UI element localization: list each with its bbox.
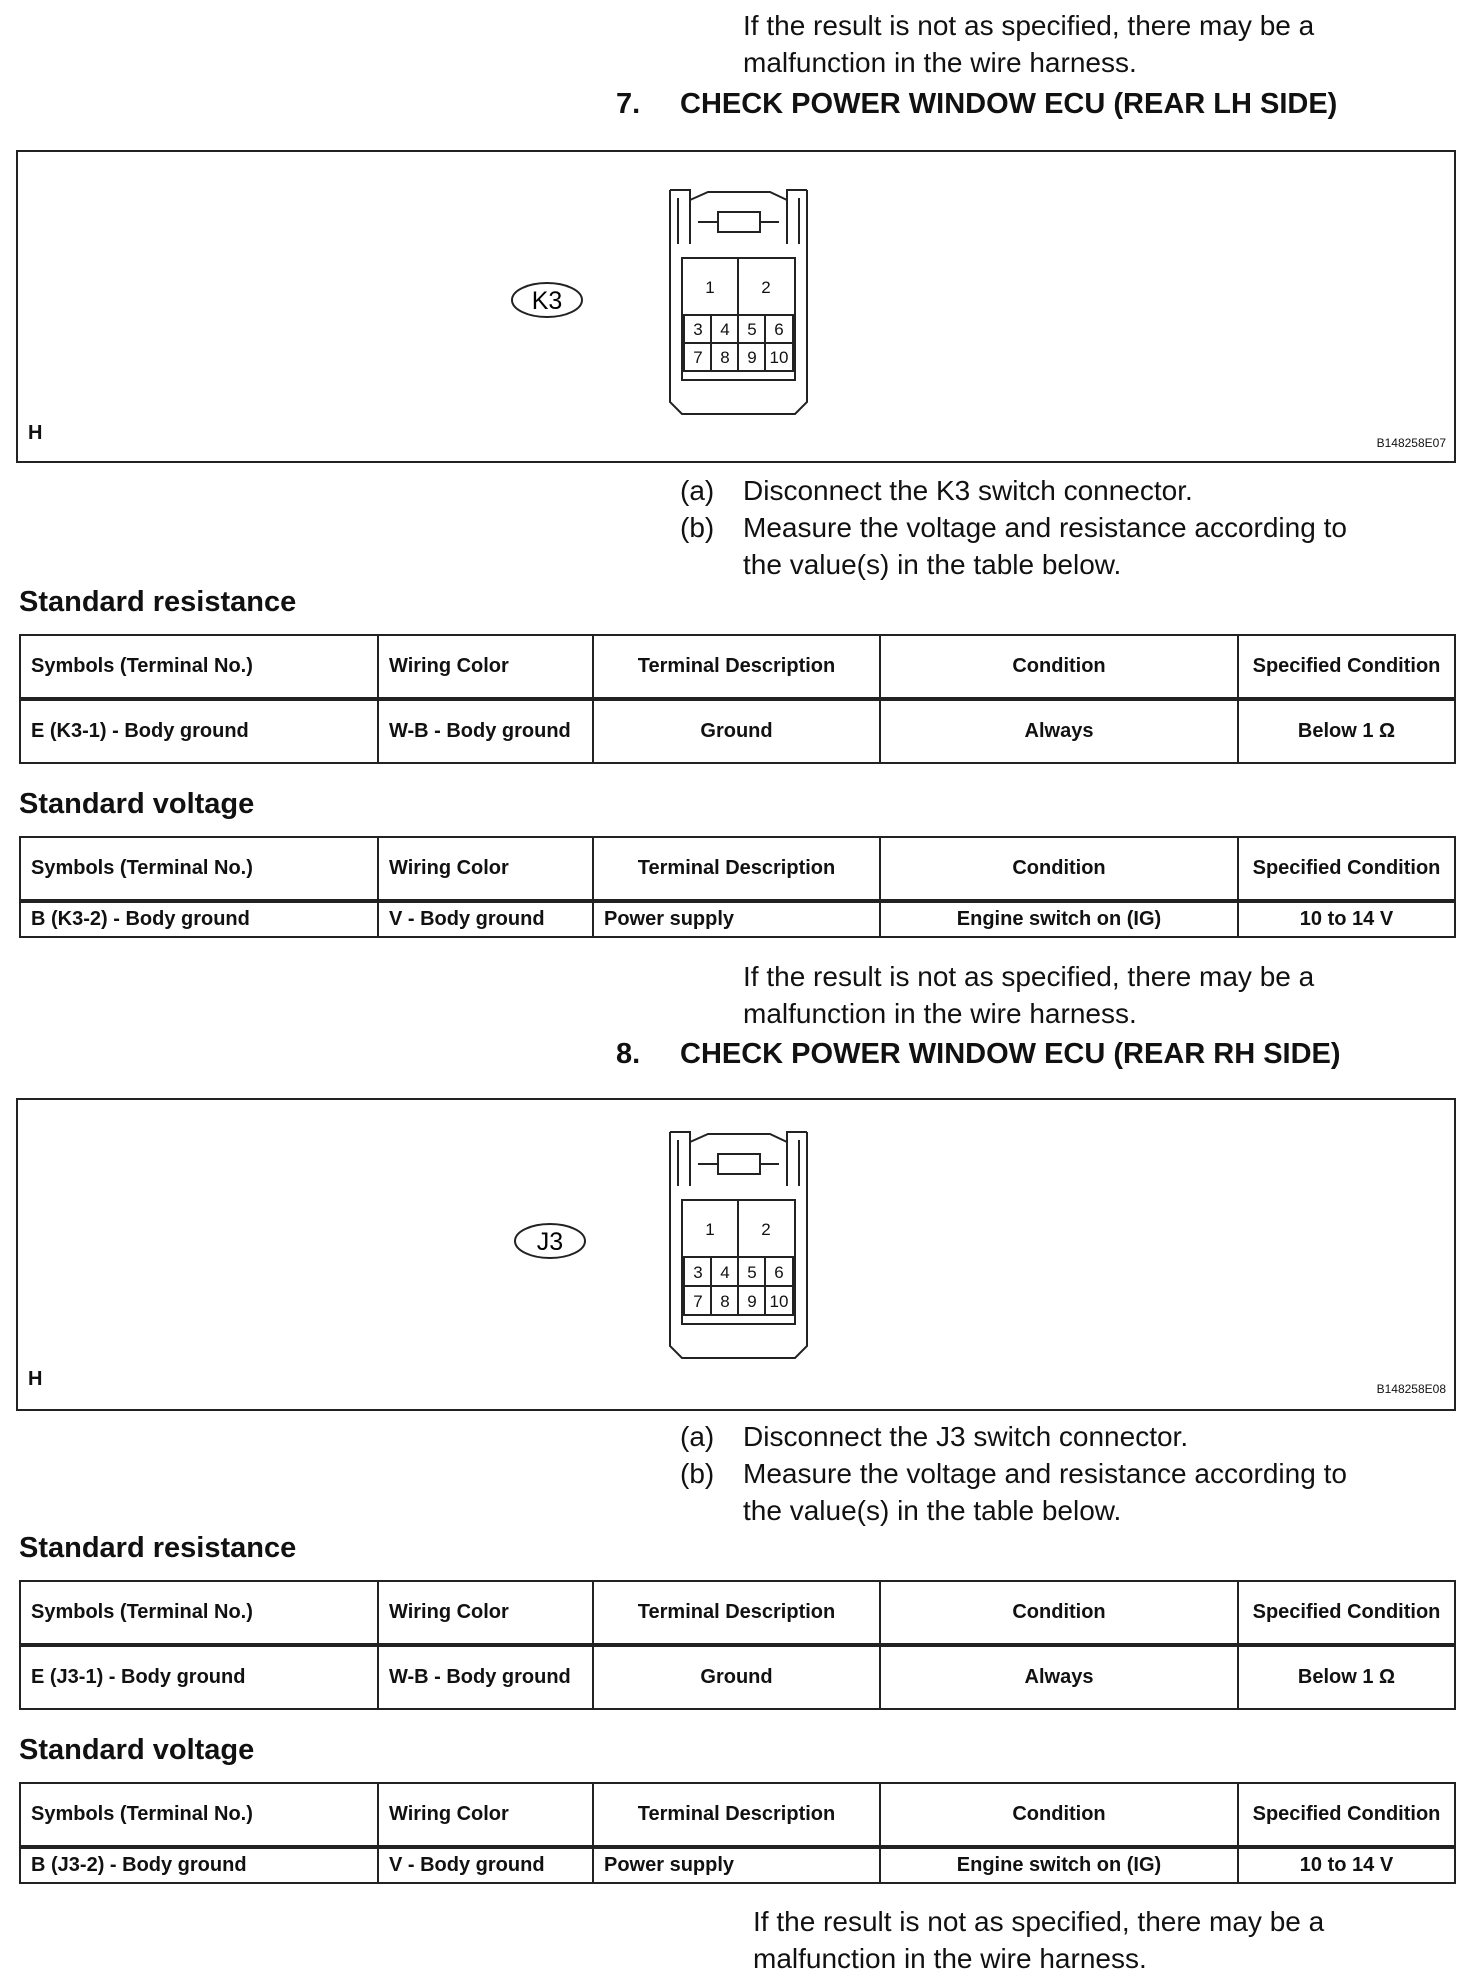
table-row bbox=[20, 1847, 1455, 1883]
table-cell: B (J3-2) - Body ground bbox=[20, 1847, 378, 1883]
section-7-number: 7. bbox=[616, 88, 641, 120]
note-line: malfunction in the wire harness. bbox=[743, 47, 1137, 78]
table-cell: Below 1 Ω bbox=[1238, 699, 1455, 763]
table-header: Condition bbox=[880, 837, 1238, 901]
table-cell: Always bbox=[880, 699, 1238, 763]
pin-number: 1 bbox=[705, 278, 715, 297]
table-cell: Below 1 Ω bbox=[1238, 1645, 1455, 1709]
step-text: the value(s) in the table below. bbox=[743, 1495, 1122, 1526]
standard-resistance-table bbox=[19, 1580, 1456, 1710]
table-header: Terminal Description bbox=[593, 635, 880, 699]
table-cell: W-B - Body ground bbox=[378, 699, 593, 763]
table-cell: 10 to 14 V bbox=[1238, 1847, 1455, 1883]
table-header: Wiring Color bbox=[378, 635, 593, 699]
result-note bbox=[753, 1903, 1324, 1977]
table-cell: Engine switch on (IG) bbox=[880, 901, 1238, 937]
pin-number: 8 bbox=[720, 1292, 730, 1311]
pin-number: 7 bbox=[693, 1292, 703, 1311]
pin-number: 9 bbox=[747, 1292, 757, 1311]
pin-number: 4 bbox=[720, 320, 730, 339]
table-header-row bbox=[20, 1783, 1455, 1847]
connector-label-text: J3 bbox=[536, 1228, 564, 1256]
table-header: Terminal Description bbox=[593, 1581, 880, 1645]
pin-number: 5 bbox=[747, 320, 757, 339]
table-cell: Engine switch on (IG) bbox=[880, 1847, 1238, 1883]
standard-voltage-title: Standard voltage bbox=[19, 788, 255, 820]
table-header: Terminal Description bbox=[593, 837, 880, 901]
table-header-row bbox=[20, 837, 1455, 901]
table-header: Symbols (Terminal No.) bbox=[20, 1581, 378, 1645]
table-cell: V - Body ground bbox=[378, 1847, 593, 1883]
note-line: If the result is not as specified, there may be a bbox=[743, 10, 1315, 41]
table-header: Specified Condition bbox=[1238, 837, 1455, 901]
standard-voltage-title: Standard voltage bbox=[19, 1734, 255, 1766]
standard-voltage-table bbox=[19, 1782, 1456, 1884]
step-label: (b) bbox=[680, 1458, 715, 1489]
table-row bbox=[20, 699, 1455, 763]
step-text: Disconnect the J3 switch connector. bbox=[743, 1421, 1189, 1452]
standard-resistance-title: Standard resistance bbox=[19, 586, 297, 618]
pin-number: 6 bbox=[774, 1263, 784, 1282]
table-row bbox=[20, 901, 1455, 937]
connector-diagram bbox=[18, 1100, 1454, 1409]
table-header: Wiring Color bbox=[378, 1783, 593, 1847]
pin-number: 7 bbox=[693, 348, 703, 367]
table-cell: W-B - Body ground bbox=[378, 1645, 593, 1709]
table-cell: Ground bbox=[593, 699, 880, 763]
top-note bbox=[743, 7, 1314, 81]
connector-label bbox=[512, 283, 582, 317]
connector-figure bbox=[16, 150, 1456, 463]
table-header: Condition bbox=[880, 635, 1238, 699]
figure-side-letter: H bbox=[28, 1368, 43, 1390]
pin-number: 2 bbox=[761, 278, 771, 297]
table-header: Specified Condition bbox=[1238, 1783, 1455, 1847]
pin-number: 3 bbox=[693, 320, 703, 339]
step-text: Measure the voltage and resistance according to bbox=[743, 1458, 1347, 1489]
section-8-number: 8. bbox=[616, 1038, 641, 1070]
result-note bbox=[743, 958, 1314, 1032]
table-cell: V - Body ground bbox=[378, 901, 593, 937]
pin-number: 3 bbox=[693, 1263, 703, 1282]
step-text: Measure the voltage and resistance according to bbox=[743, 512, 1347, 543]
pin-number: 10 bbox=[769, 1292, 789, 1311]
table-cell: E (K3-1) - Body ground bbox=[20, 699, 378, 763]
table-cell: 10 to 14 V bbox=[1238, 901, 1455, 937]
pin-number: 5 bbox=[747, 1263, 757, 1282]
section-7-title: CHECK POWER WINDOW ECU (REAR LH SIDE) bbox=[680, 88, 1338, 120]
note-line: malfunction in the wire harness. bbox=[753, 1943, 1147, 1974]
pin-numbers bbox=[693, 1220, 788, 1311]
pin-number: 6 bbox=[774, 320, 784, 339]
table-header: Condition bbox=[880, 1581, 1238, 1645]
step-label: (b) bbox=[680, 512, 715, 543]
pin-number: 2 bbox=[761, 1220, 771, 1239]
table-header: Specified Condition bbox=[1238, 1581, 1455, 1645]
table-header: Wiring Color bbox=[378, 837, 593, 901]
pin-numbers bbox=[693, 278, 788, 367]
table-cell: Always bbox=[880, 1645, 1238, 1709]
pin-number: 4 bbox=[720, 1263, 730, 1282]
note-line: malfunction in the wire harness. bbox=[743, 998, 1137, 1029]
table-header: Symbols (Terminal No.) bbox=[20, 837, 378, 901]
table-cell: Power supply bbox=[593, 1847, 880, 1883]
pin-number: 1 bbox=[705, 1220, 715, 1239]
figure-code: B148258E08 bbox=[1376, 1382, 1446, 1396]
table-header: Terminal Description bbox=[593, 1783, 880, 1847]
pin-number: 10 bbox=[769, 348, 789, 367]
connector-label-text: K3 bbox=[531, 287, 563, 315]
standard-resistance-table bbox=[19, 634, 1456, 764]
step-label: (a) bbox=[680, 1421, 715, 1452]
connector-figure bbox=[16, 1098, 1456, 1411]
table-header-row bbox=[20, 1581, 1455, 1645]
connector-label bbox=[515, 1224, 585, 1258]
table-header: Condition bbox=[880, 1783, 1238, 1847]
table-cell: B (K3-2) - Body ground bbox=[20, 901, 378, 937]
connector-body bbox=[670, 190, 807, 414]
table-header: Wiring Color bbox=[378, 1581, 593, 1645]
table-header: Symbols (Terminal No.) bbox=[20, 1783, 378, 1847]
table-row bbox=[20, 1645, 1455, 1709]
note-line: If the result is not as specified, there may be a bbox=[753, 1906, 1325, 1937]
table-header-row bbox=[20, 635, 1455, 699]
connector-body bbox=[670, 1132, 807, 1358]
pin-number: 8 bbox=[720, 348, 730, 367]
figure-side-letter: H bbox=[28, 422, 43, 444]
step-text: the value(s) in the table below. bbox=[743, 549, 1122, 580]
figure-code: B148258E07 bbox=[1376, 436, 1446, 450]
table-cell: Ground bbox=[593, 1645, 880, 1709]
section-8-title: CHECK POWER WINDOW ECU (REAR RH SIDE) bbox=[680, 1038, 1341, 1070]
step-text: Disconnect the K3 switch connector. bbox=[743, 475, 1193, 506]
pin-number: 9 bbox=[747, 348, 757, 367]
table-header: Specified Condition bbox=[1238, 635, 1455, 699]
connector-diagram bbox=[18, 152, 1454, 461]
table-cell: E (J3-1) - Body ground bbox=[20, 1645, 378, 1709]
step-label: (a) bbox=[680, 475, 715, 506]
note-line: If the result is not as specified, there may be a bbox=[743, 961, 1315, 992]
standard-voltage-table bbox=[19, 836, 1456, 938]
standard-resistance-title: Standard resistance bbox=[19, 1532, 297, 1564]
table-header: Symbols (Terminal No.) bbox=[20, 635, 378, 699]
table-cell: Power supply bbox=[593, 901, 880, 937]
